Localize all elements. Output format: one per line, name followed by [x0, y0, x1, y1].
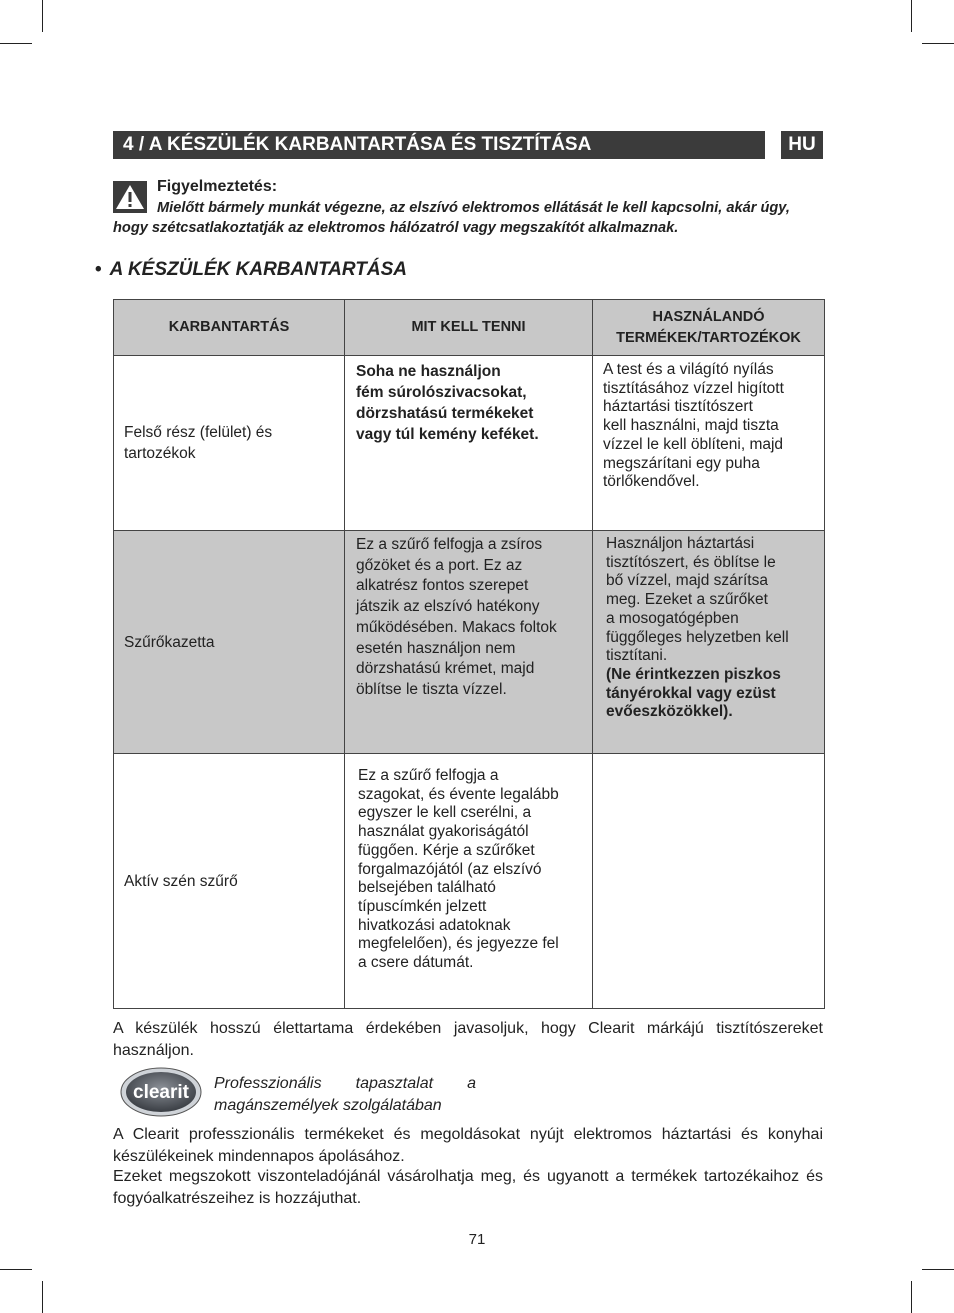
maintenance-table: [113, 299, 825, 1009]
warning-text: Mielőtt bármely munkát végezne, az elszívó elektromos ellátását le kell kapcsolni, akár úgy, hogy szétcsatlakoztatják az elektromos hálózatról vagy megszakítót alkalmaznak.: [113, 200, 790, 236]
info-paragraph-2: Ezeket megszokott viszonteladójánál vásárolhatja meg, és ugyanott a termékek tartozékaihoz és fogyóalkatrészeihez is hozzájuthat.: [113, 1168, 823, 1207]
section-title: 4 / A KÉSZÜLÉK KARBANTARTÁSA ÉS TISZTÍTÁSA: [113, 131, 765, 159]
recommendation-text: A készülék hosszú élettartama érdekében javasoljuk, hogy Clearit márkájú tisztítószereket használjon.: [113, 1020, 823, 1059]
cell-part: Felső rész (felület) és tartozékok: [114, 356, 345, 531]
header-what-to-do: MIT KELL TENNI: [345, 300, 593, 356]
crop-mark: [922, 1269, 954, 1270]
header-products: HASZNÁLANDÓ TERMÉKEK/TARTOZÉKOK: [593, 300, 825, 356]
crop-mark: [911, 1281, 912, 1313]
header-maintenance: KARBANTARTÁS: [114, 300, 345, 356]
info-paragraph-1: A Clearit professzionális termékeket és megoldásokat nyújt elektromos háztartási és konyhai készülékeinek mindennapos ápolásához.: [113, 1126, 823, 1165]
table-row: [114, 531, 825, 754]
cell-action: Ez a szűrő felfogja a zsíros gőzöket és a port. Ez az alkatrész fontos szerepet játszik az elszívó hatékony működésében. Makacs foltok esetén használjon nem dörzshatású krémet, majd öblítse le tiszta vízzel.: [345, 531, 593, 754]
cell-action: Ez a szűrő felfogja a szagokat, és évente legalább egyszer le kell cserélni, a használat gyakoriságától függően. Kérje a szűrőket forgalmazójától (az elszívó belsejében található típuscímkén jelzett hivatkozási adatoknak megfelelően), és jegyezze fel a csere dátumát.: [345, 754, 593, 1009]
subsection-heading: [95, 259, 407, 281]
warning-title: Figyelmeztetés:: [157, 178, 278, 195]
cell-part: Szűrőkazetta: [114, 531, 345, 754]
cell-action: Soha ne használjon fém súrolószivacsokat, dörzshatású termékeket vagy túl kemény keféket.: [345, 356, 593, 531]
crop-mark: [42, 0, 43, 32]
language-badge: HU: [781, 131, 823, 159]
clearit-logo: [120, 1067, 202, 1117]
cell-products: A test és a világító nyílás tisztításához vízzel higított háztartási tisztítószert kell használni, majd tiszta vízzel le kell öblíteni, majd megszárítani egy puha törlőkendővel.: [593, 356, 825, 531]
cell-products: Használjon háztartási tisztítószert, és öblítse le bő vízzel, majd szárítsa meg. Ezeket a szűrőket a mosogatógépben függőleges helyzetben kell tisztítani. (Ne érintkezzen piszkos tányérokkal vagy ezüst evőeszközökkel).: [593, 531, 825, 754]
table-header-row: [114, 300, 825, 356]
cell-products-empty: [593, 754, 825, 1009]
crop-mark: [0, 43, 32, 44]
page-number: 71: [468, 1231, 486, 1248]
brand-slogan: Professzionális tapasztalat a magánszemélyek szolgálatában: [214, 1075, 476, 1114]
crop-mark: [42, 1281, 43, 1313]
bullet: •: [95, 259, 102, 280]
crop-mark: [0, 1269, 32, 1270]
subsection-title: A KÉSZÜLÉK KARBANTARTÁSA: [109, 259, 407, 280]
crop-mark: [922, 43, 954, 44]
svg-text:clearit: clearit: [133, 1082, 189, 1103]
table-row: [114, 754, 825, 1009]
cell-part: Aktív szén szűrő: [114, 754, 345, 1009]
crop-mark: [911, 0, 912, 32]
table-row: [114, 356, 825, 531]
